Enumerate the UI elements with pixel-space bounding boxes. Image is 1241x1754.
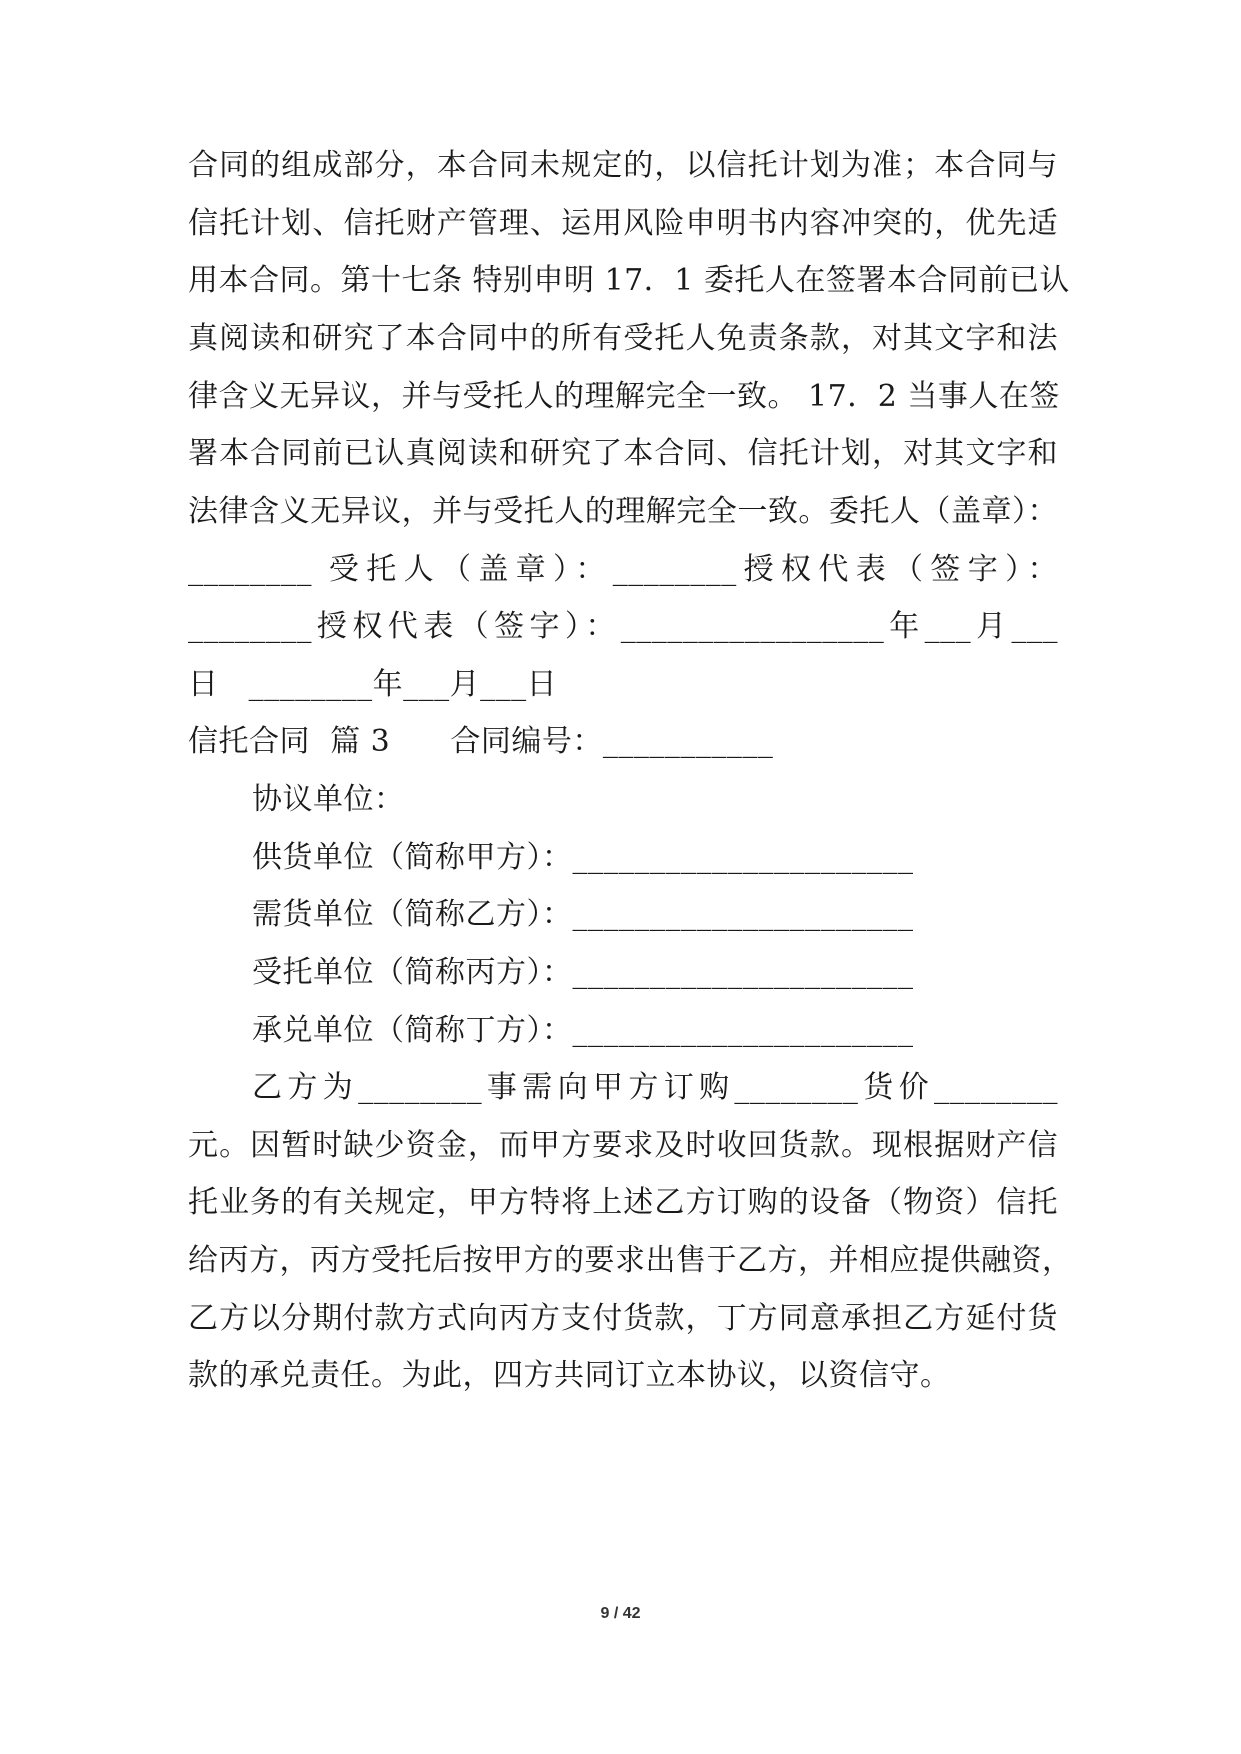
page-number: 9 / 42 bbox=[600, 1605, 641, 1622]
text-line: 信托计划、信托财产管理、运用风险申明书内容冲突的，优先适 bbox=[188, 206, 1058, 241]
text-line: 元。因暂时缺少资金，而甲方要求及时收回货款。现根据财产信 bbox=[188, 1128, 1058, 1163]
party-line: 承兑单位（简称丁方）：______________________ bbox=[252, 1013, 914, 1048]
text-line: 给丙方，丙方受托后按甲方的要求出售于乙方，并相应提供融资， bbox=[188, 1243, 1073, 1278]
party-line: 供货单位（简称甲方）：______________________ bbox=[252, 840, 914, 875]
text-line: 律含义无异议，并与受托人的理解完全一致。 17．2 当事人在签 bbox=[188, 379, 1060, 414]
signature-line: ________授权代表（签字）：_________________年___月___ bbox=[188, 609, 1058, 644]
text-line: 法律含义无异议，并与受托人的理解完全一致。委托人（盖章）： bbox=[188, 494, 1058, 529]
text-line: 署本合同前已认真阅读和研究了本合同、信托计划，对其文字和 bbox=[188, 436, 1058, 471]
text-line: 合同的组成部分，本合同未规定的，以信托计划为准；本合同与 bbox=[188, 148, 1058, 183]
text-line: 款的承兑责任。为此，四方共同订立本协议，以资信守。 bbox=[188, 1358, 951, 1393]
text-line: 真阅读和研究了本合同中的所有受托人免责条款，对其文字和法 bbox=[188, 321, 1058, 356]
party-line: 受托单位（简称丙方）：______________________ bbox=[252, 955, 914, 990]
text-line: 协议单位： bbox=[252, 782, 405, 817]
party-line: 需货单位（简称乙方）：______________________ bbox=[252, 897, 914, 932]
date-line: 日 ________年___月___日 bbox=[188, 667, 558, 702]
text-line: 乙方以分期付款方式向丙方支付货款，丁方同意承担乙方延付货 bbox=[188, 1301, 1058, 1336]
signature-line: ________ 受托人（盖章）：________授权代表（签字）： bbox=[188, 552, 1058, 587]
text-line: 乙方为________事需向甲方订购________货价________ bbox=[252, 1070, 1058, 1105]
text-line: 托业务的有关规定，甲方特将上述乙方订购的设备（物资）信托 bbox=[188, 1185, 1058, 1220]
text-line: 用本合同。第十七条 特别申明 17．1 委托人在签署本合同前已认 bbox=[188, 263, 1070, 298]
section-heading: 信托合同 篇 3 合同编号：___________ bbox=[188, 724, 774, 759]
